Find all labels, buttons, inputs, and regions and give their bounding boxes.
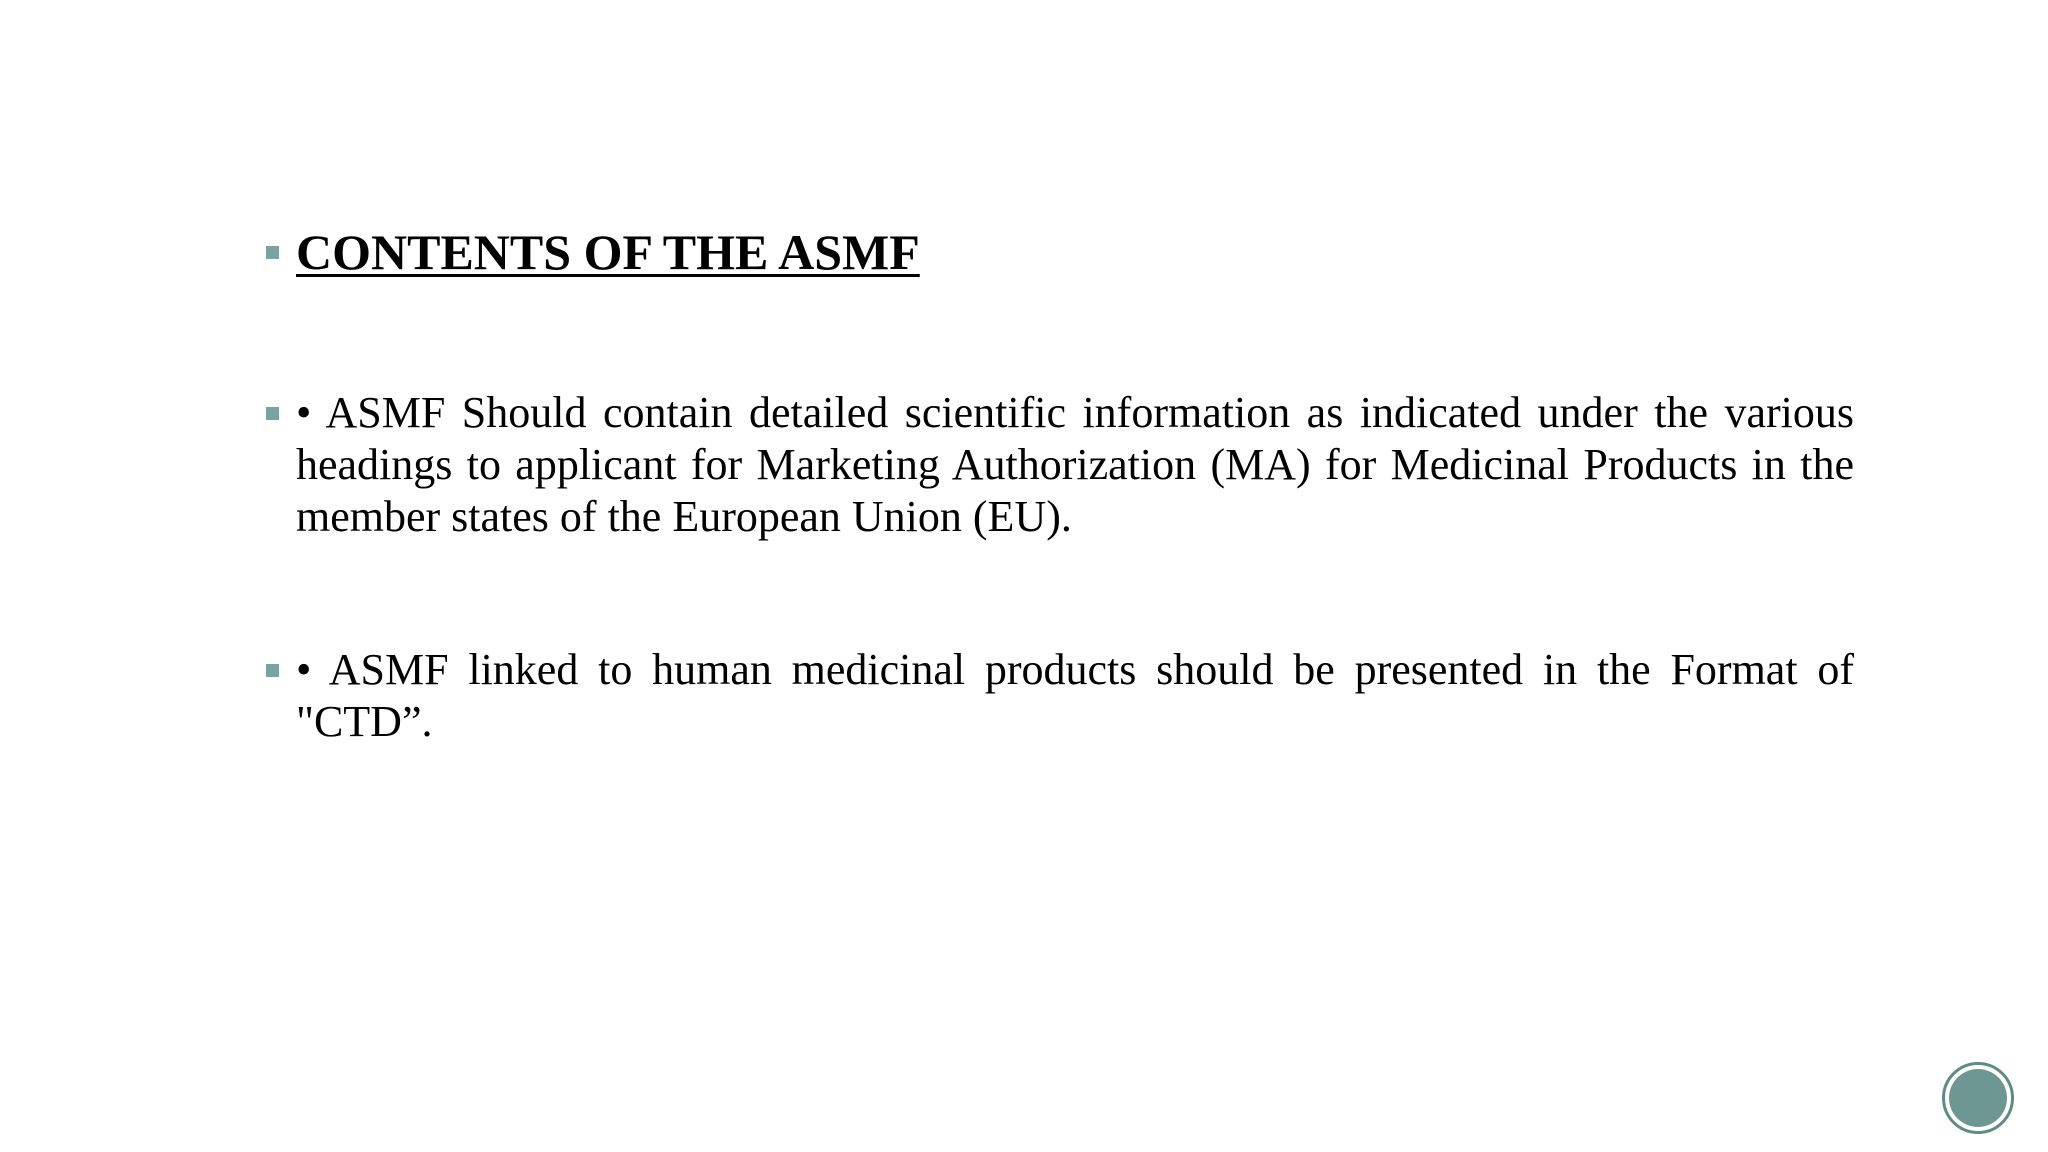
page-number-badge-icon [1942, 1062, 2014, 1134]
slide-heading: CONTENTS OF THE ASMF [296, 224, 920, 280]
square-bullet-icon [266, 664, 279, 677]
slide-content [262, 220, 1854, 748]
page-number-badge-fill [1949, 1069, 2007, 1127]
paragraph-item-2 [262, 644, 1854, 748]
paragraph-text-1: • ASMF Should contain detailed scientific information as indicated under the various headings to applicant for Marketing Authorization (MA) for Medicinal Products in the member states of the European Union (EU). [296, 388, 1854, 541]
paragraph-item-1 [262, 387, 1854, 543]
paragraph-text-2: • ASMF linked to human medicinal products should be presented in the Format of "CTD”. [296, 645, 1854, 746]
heading-item [262, 220, 1854, 284]
square-bullet-icon [266, 246, 279, 259]
square-bullet-icon [266, 407, 279, 420]
